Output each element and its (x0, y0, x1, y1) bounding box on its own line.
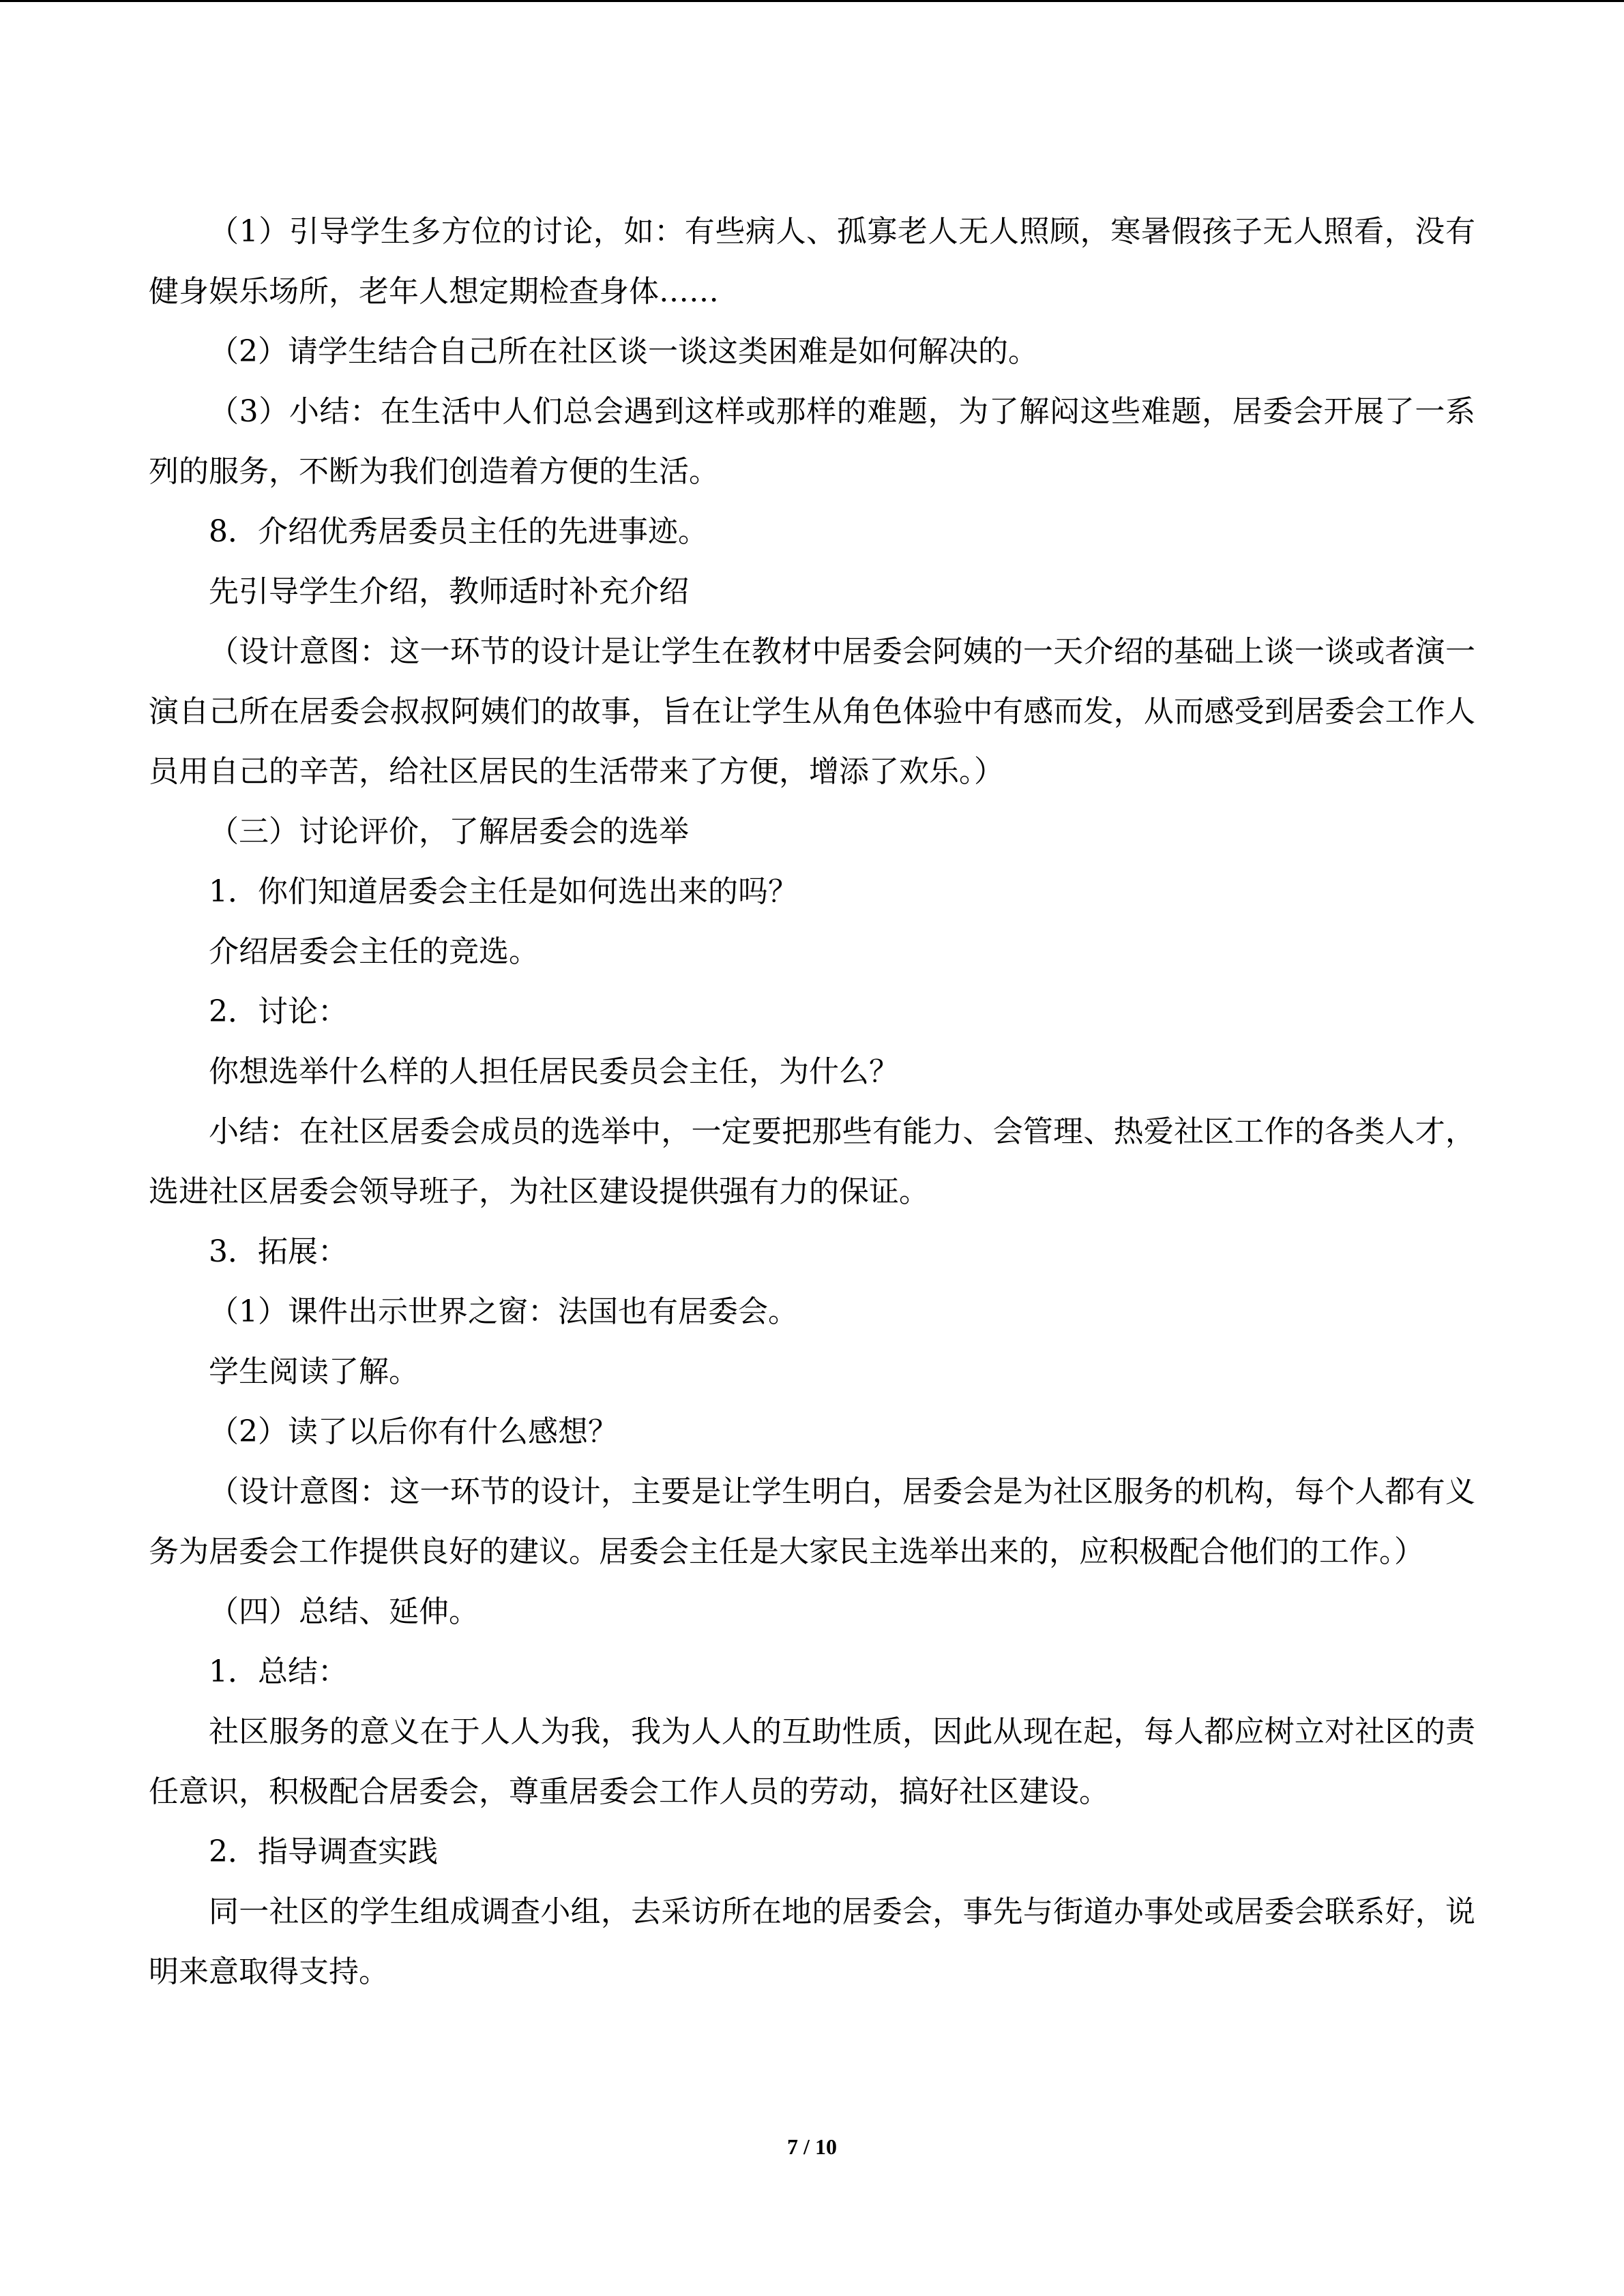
paragraph: （1）课件出示世界之窗：法国也有居委会。 (209, 1294, 798, 1329)
paragraph: （3）小结：在生活中人们总会遇到这样或那样的难题，为了解闷这些难题，居委会开展了一系列的服务，不断为我们创造着方便的生活。 (149, 394, 1475, 489)
paragraph: 小结：在社区居委会成员的选举中，一定要把那些有能力、会管理、热爱社区工作的各类人才，选进社区居委会领导班子，为社区建设提供强有力的保证。 (149, 1114, 1475, 1209)
paragraph: 介绍居委会主任的竞选。 (209, 934, 539, 969)
paragraph: 同一社区的学生组成调查小组，去采访所在地的居委会，事先与街道办事处或居委会联系好，说明来意取得支持。 (149, 1894, 1475, 1989)
paragraph: 3．拓展： (209, 1234, 348, 1269)
paragraph: 8．介绍优秀居委员主任的先进事迹。 (209, 514, 708, 549)
paragraph: 社区服务的意义在于人人为我，我为人人的互助性质，因此从现在起，每人都应树立对社区的责任意识，积极配合居委会，尊重居委会工作人员的劳动，搞好社区建设。 (149, 1714, 1475, 1809)
paragraph: 你想选举什么样的人担任居民委员会主任，为什么？ (209, 1054, 899, 1089)
paragraph: 2．指导调查实践 (209, 1834, 438, 1869)
paragraph: 学生阅读了解。 (209, 1354, 419, 1389)
paragraph: （1）引导学生多方位的讨论，如：有些病人、孤寡老人无人照顾，寒暑假孩子无人照看，没有健身娱乐场所，老年人想定期检查身体…… (149, 214, 1475, 309)
paragraph: 先引导学生介绍，教师适时补充介绍 (209, 574, 689, 609)
paragraph: （2）读了以后你有什么感想？ (209, 1414, 618, 1449)
document-body (149, 202, 1475, 2002)
paragraph: 1．你们知道居委会主任是如何选出来的吗？ (209, 874, 798, 909)
top-border-line (0, 0, 1624, 2)
paragraph: （2）请学生结合自己所在社区谈一谈这类困难是如何解决的。 (209, 334, 1038, 369)
paragraph: 1．总结： (209, 1654, 348, 1689)
paragraph: 2．讨论： (209, 994, 348, 1029)
section-heading: （三）讨论评价，了解居委会的选举 (209, 814, 689, 849)
design-intent-paragraph: （设计意图：这一环节的设计，主要是让学生明白，居委会是为社区服务的机构，每个人都有义务为居委会工作提供良好的建议。居委会主任是大家民主选举出来的，应积极配合他们的工作。） (149, 1474, 1475, 1569)
page-number: 7 / 10 (787, 2134, 837, 2159)
design-intent-paragraph: （设计意图：这一环节的设计是让学生在教材中居委会阿姨的一天介绍的基础上谈一谈或者演一演自己所在居委会叔叔阿姨们的故事，旨在让学生从角色体验中有感而发，从而感受到居委会工作人员用自己的辛苦，给社区居民的生活带来了方便，增添了欢乐。） (149, 634, 1475, 789)
section-heading: （四）总结、延伸。 (209, 1594, 479, 1629)
